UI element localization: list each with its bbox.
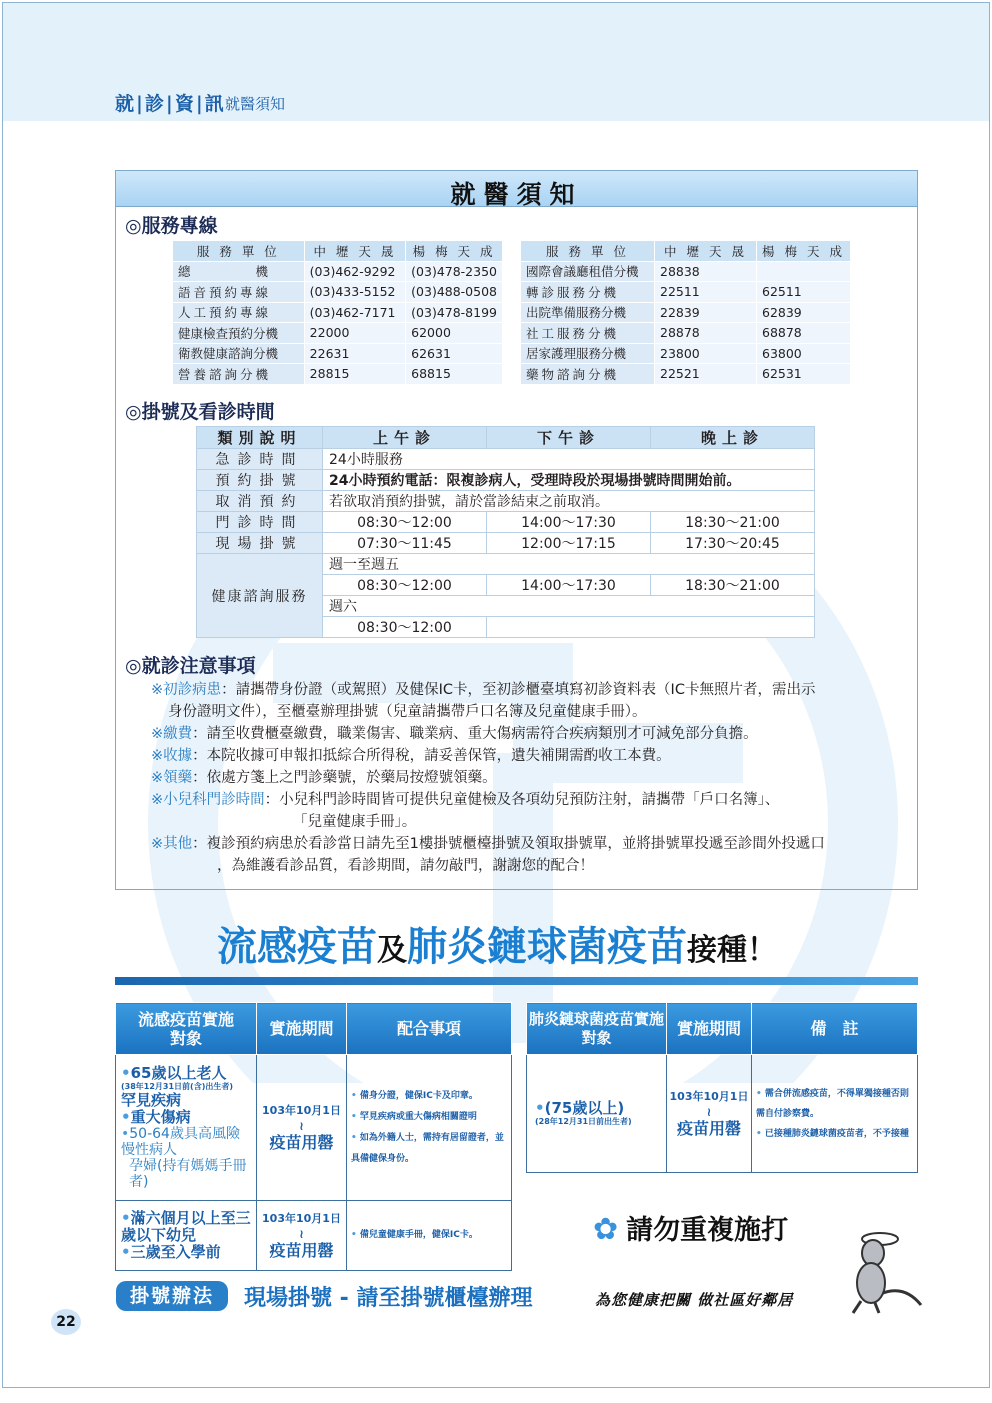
- number-cell: 23800: [655, 343, 757, 364]
- period-tilde: ≀: [299, 1118, 304, 1133]
- table-row: [197, 512, 815, 533]
- note-item: [151, 789, 916, 811]
- number-cell: 22631: [304, 343, 405, 364]
- note-mark: ※: [151, 748, 164, 764]
- registration-text: 現場掛號 - 請至掛號櫃檯辦理: [244, 1286, 533, 1311]
- category-cell: 門診時間: [197, 512, 323, 533]
- table-header-row: [173, 241, 503, 262]
- match-cell: [347, 1055, 512, 1201]
- table-row: [116, 1201, 512, 1271]
- target-item: •三歲至入學前: [121, 1243, 221, 1261]
- unit-cell: 健康檢查預約分機: [173, 323, 305, 344]
- divider-bar: [115, 977, 918, 985]
- period-end: 疫苗用罄: [269, 1132, 334, 1152]
- period-tilde: ≀: [706, 1104, 712, 1119]
- time-cell: 14:00～17:30: [487, 575, 651, 596]
- table-row: [521, 302, 851, 323]
- note-text: ：小兒科門診時間皆可提供兒童健檢及各項幼兒預防注射，請攜帶「戶口名簿」、: [264, 792, 780, 808]
- column-header: 肺炎鏈球菌疫苗實施對象: [527, 1003, 667, 1055]
- number-cell: 62531: [757, 364, 851, 385]
- page-number: 22: [51, 1309, 81, 1335]
- number-cell: 28838: [655, 261, 757, 282]
- number-cell: 22511: [655, 282, 757, 303]
- service-table-right: [520, 240, 851, 385]
- unit-cell: 轉診服務分機: [521, 282, 655, 303]
- note-key: 收據: [163, 748, 193, 764]
- table-row: [116, 1055, 512, 1201]
- number-cell: 63800: [757, 343, 851, 364]
- category-cell: 取消預約: [197, 491, 323, 512]
- vaccine-title-suffix: 接種！: [687, 933, 777, 968]
- period-cell: [667, 1055, 752, 1173]
- period-tilde: ≀: [299, 1226, 304, 1241]
- time-cell: 08:30～12:00: [323, 512, 487, 533]
- note-text: ：依處方箋上之門診藥號，於藥局按燈號領藥。: [192, 770, 497, 786]
- column-header: 配合事項: [347, 1003, 512, 1055]
- note-continuation: ，為維護看診品質，看診期間，請勿敲門，謝謝您的配合！: [217, 858, 594, 874]
- number-cell: (03)478-8199: [406, 302, 503, 323]
- number-cell: (03)488-0508: [406, 282, 503, 303]
- column-header: 服 務 單 位: [521, 241, 655, 262]
- note-mark: ※: [151, 792, 164, 808]
- match-item: • 備兒童健康手冊，健保IC卡。: [351, 1230, 478, 1240]
- flu-vaccine-table: [115, 1002, 512, 1271]
- number-cell: 28878: [655, 323, 757, 344]
- note-text: ：複診預約病患於看診當日請先至1樓掛號櫃檯掛號及領取掛號單，並將掛號單投遞至診間外投遞口: [192, 836, 825, 852]
- number-cell: (03)433-5152: [304, 282, 405, 303]
- unit-cell: 藥物諮詢分機: [521, 364, 655, 385]
- time-cell: 07:30～11:45: [323, 533, 487, 554]
- note-mark: ※: [151, 726, 164, 742]
- time-cell: 18:30～21:00: [651, 512, 815, 533]
- note-key: 初診病患: [163, 682, 222, 698]
- time-cell: 12:00～17:15: [487, 533, 651, 554]
- schedule-section-title: ◎掛號及看診時間: [125, 401, 275, 423]
- match-item: • 罕見疾病或重大傷病相關證明: [351, 1111, 477, 1122]
- match-cell: [347, 1201, 512, 1271]
- note-key: 領藥: [163, 770, 193, 786]
- period-date: 103年10月1日: [262, 1103, 341, 1117]
- value-cell: 若欲取消預約掛號，請於當診結束之前取消。: [323, 491, 815, 512]
- table-row: [527, 1055, 918, 1173]
- table-row: [173, 343, 503, 364]
- column-header: 中 壢 天 晟: [655, 241, 757, 262]
- note-item: [151, 679, 916, 701]
- number-cell: 28815: [304, 364, 405, 385]
- column-header: 楊 梅 天 成: [406, 241, 503, 262]
- table-row: [521, 343, 851, 364]
- column-header: 上午診: [323, 427, 487, 449]
- number-cell: [757, 261, 851, 282]
- target-item: 孕婦(持有媽媽手冊者): [129, 1158, 247, 1190]
- note-item: [151, 745, 916, 767]
- unit-cell: 人工預約專線: [173, 302, 305, 323]
- note-mark: ※: [151, 770, 164, 786]
- info-box-title: 就醫須知: [450, 180, 583, 209]
- time-cell: 18:30～21:00: [651, 575, 815, 596]
- registration-badge: 掛號辦法: [116, 1281, 228, 1311]
- table-header-row: [527, 1003, 918, 1055]
- column-header: 流感疫苗實施對象: [116, 1003, 257, 1055]
- column-header: 實施期間: [667, 1003, 752, 1055]
- match-item: • 如為外籍人士，需持有居留證者，並具備健保身份。: [351, 1132, 504, 1164]
- target-item: •65歲以上老人: [121, 1064, 227, 1082]
- unit-cell: 營養諮詢分機: [173, 364, 305, 385]
- period-cell: [257, 1201, 347, 1271]
- target-item: 罕見疾病: [121, 1091, 182, 1109]
- remark-item: • 已接種肺炎鏈球菌疫苗者，不予接種: [756, 1128, 909, 1139]
- value-cell: 24小時預約電話：限複診病人，受理時段於現場掛號時間開始前。: [323, 470, 815, 491]
- value-cell: 週六: [323, 596, 815, 617]
- table-header-row: [197, 427, 815, 449]
- number-cell: 22000: [304, 323, 405, 344]
- value-cell: 24小時服務: [323, 449, 815, 470]
- category-cell: 預約掛號: [197, 470, 323, 491]
- note-item: [151, 767, 916, 789]
- note-key: 小兒科門診時間: [163, 792, 265, 808]
- note-text: ：請至收費櫃臺繳費，職業傷害、職業病、重大傷病需符合疾病類別才可減免部分負擔。: [192, 726, 758, 742]
- table-row: [521, 282, 851, 303]
- service-section-title: ◎服務專線: [125, 215, 218, 237]
- number-cell: (03)462-7171: [304, 302, 405, 323]
- number-cell: 62839: [757, 302, 851, 323]
- schedule-table: [196, 426, 815, 638]
- target-note: (38年12月31日前(含)出生者): [121, 1082, 234, 1091]
- unit-cell: 總 機: [173, 261, 305, 282]
- value-cell: 週一至週五: [323, 554, 815, 575]
- time-cell: 14:00～17:30: [487, 512, 651, 533]
- unit-cell: 社工服務分機: [521, 323, 655, 344]
- period-date: 103年10月1日: [262, 1211, 341, 1225]
- match-item: • 備身分證，健保IC卡及印章。: [351, 1090, 478, 1101]
- table-row: [521, 364, 851, 385]
- table-row: [173, 323, 503, 344]
- kangaroo-mascot-icon: [835, 1225, 925, 1315]
- note-continuation: 身份證明文件），至櫃臺辦理掛號（兒童請攜帶戶口名簿及兒童健康手冊）。: [168, 704, 647, 720]
- period-end: 疫苗用罄: [676, 1118, 741, 1138]
- flower-icon: ✿: [593, 1212, 619, 1247]
- vaccine-title-flu: 流感疫苗: [217, 924, 377, 970]
- column-header: 備 註: [752, 1003, 918, 1055]
- column-header: 類別說明: [197, 427, 323, 449]
- number-cell: (03)462-9292: [304, 261, 405, 282]
- vaccine-title-pneumo: 肺炎鏈球菌疫苗: [407, 924, 687, 970]
- category-cell: 現場掛號: [197, 533, 323, 554]
- remark-item: • 需合併流感疫苗，不得單獨接種否則需自付診察費。: [756, 1088, 909, 1119]
- table-row: [173, 302, 503, 323]
- note-continuation: 「兒童健康手冊」。: [293, 814, 417, 830]
- unit-cell: 國際會議廳租借分機: [521, 261, 655, 282]
- column-header: 實施期間: [257, 1003, 347, 1055]
- target-cell: [116, 1201, 257, 1271]
- table-row: [521, 323, 851, 344]
- table-row: [197, 491, 815, 512]
- column-header: 服 務 單 位: [173, 241, 305, 262]
- target-cell: [116, 1055, 257, 1201]
- table-row: [197, 470, 815, 491]
- category-cell: 急診時間: [197, 449, 323, 470]
- column-header: 下午診: [487, 427, 651, 449]
- number-cell: (03)478-2350: [406, 261, 503, 282]
- unit-cell: 居家護理服務分機: [521, 343, 655, 364]
- time-cell: 17:30～20:45: [651, 533, 815, 554]
- column-header: 晚上診: [651, 427, 815, 449]
- info-box-header: [116, 171, 917, 207]
- note-key: 繳費: [163, 726, 193, 742]
- time-cell: 08:30～12:00: [323, 575, 487, 596]
- header-title: 就|診|資|訊: [115, 93, 226, 115]
- period-date: 103年10月1日: [669, 1089, 749, 1103]
- target-cell: [527, 1055, 667, 1173]
- unit-cell: 衛教健康諮詢分機: [173, 343, 305, 364]
- registration-slogan: 為您健康把關 做社區好鄰居: [595, 1291, 794, 1309]
- number-cell: 62511: [757, 282, 851, 303]
- number-cell: 22839: [655, 302, 757, 323]
- table-header-row: [521, 241, 851, 262]
- header-subtitle: 就醫須知: [225, 95, 286, 113]
- period-end: 疫苗用罄: [269, 1240, 334, 1260]
- value-cell: [487, 617, 815, 638]
- table-row: [197, 449, 815, 470]
- table-row: [173, 364, 503, 385]
- number-cell: 62000: [406, 323, 503, 344]
- note-key: 其他: [163, 836, 193, 852]
- vaccine-title-and: 及: [377, 933, 407, 968]
- note-mark: ※: [151, 682, 164, 698]
- note-mark: ※: [151, 836, 164, 852]
- service-table-left: [172, 240, 503, 385]
- note-item: [151, 833, 916, 855]
- notes-section-title: ◎就診注意事項: [125, 655, 256, 677]
- table-row: [173, 261, 503, 282]
- number-cell: 68815: [406, 364, 503, 385]
- table-row: [197, 554, 815, 575]
- period-cell: [257, 1055, 347, 1201]
- unit-cell: 出院準備服務分機: [521, 302, 655, 323]
- number-cell: 68878: [757, 323, 851, 344]
- target-item: •(75歲以上): [535, 1099, 625, 1117]
- target-item: •滿六個月以上至三歲以下幼兒: [121, 1209, 251, 1244]
- table-row: [197, 533, 815, 554]
- target-item: •重大傷病: [121, 1108, 191, 1126]
- note-text: ：本院收據可申報扣抵綜合所得稅，請妥善保管，遺失補開需酌收工本費。: [192, 748, 671, 764]
- note-item: [151, 723, 916, 745]
- column-header: 中 壢 天 晟: [304, 241, 405, 262]
- notes-list: [151, 679, 916, 877]
- unit-cell: 語音預約專線: [173, 282, 305, 303]
- table-row: [521, 261, 851, 282]
- target-note: (28年12月31日前出生者): [535, 1117, 632, 1126]
- number-cell: 62631: [406, 343, 503, 364]
- category-cell: 健康諮詢服務: [197, 554, 323, 638]
- vaccine-title: [3, 915, 990, 972]
- table-header-row: [116, 1003, 512, 1055]
- column-header: 楊 梅 天 成: [757, 241, 851, 262]
- pneumo-vaccine-table: [526, 1002, 918, 1173]
- table-row: [173, 282, 503, 303]
- warning-text: ✿ 請勿重複施打: [593, 1212, 789, 1247]
- target-item: •50-64歲具高風險慢性病人: [121, 1126, 240, 1158]
- number-cell: 22521: [655, 364, 757, 385]
- remark-cell: [752, 1055, 918, 1173]
- note-text: ：請攜帶身份證（或駕照）及健保IC卡，至初診櫃臺填寫初診資料表（IC卡無照片者，需出示: [221, 682, 816, 698]
- page: [2, 2, 990, 1388]
- time-cell: 08:30～12:00: [323, 617, 487, 638]
